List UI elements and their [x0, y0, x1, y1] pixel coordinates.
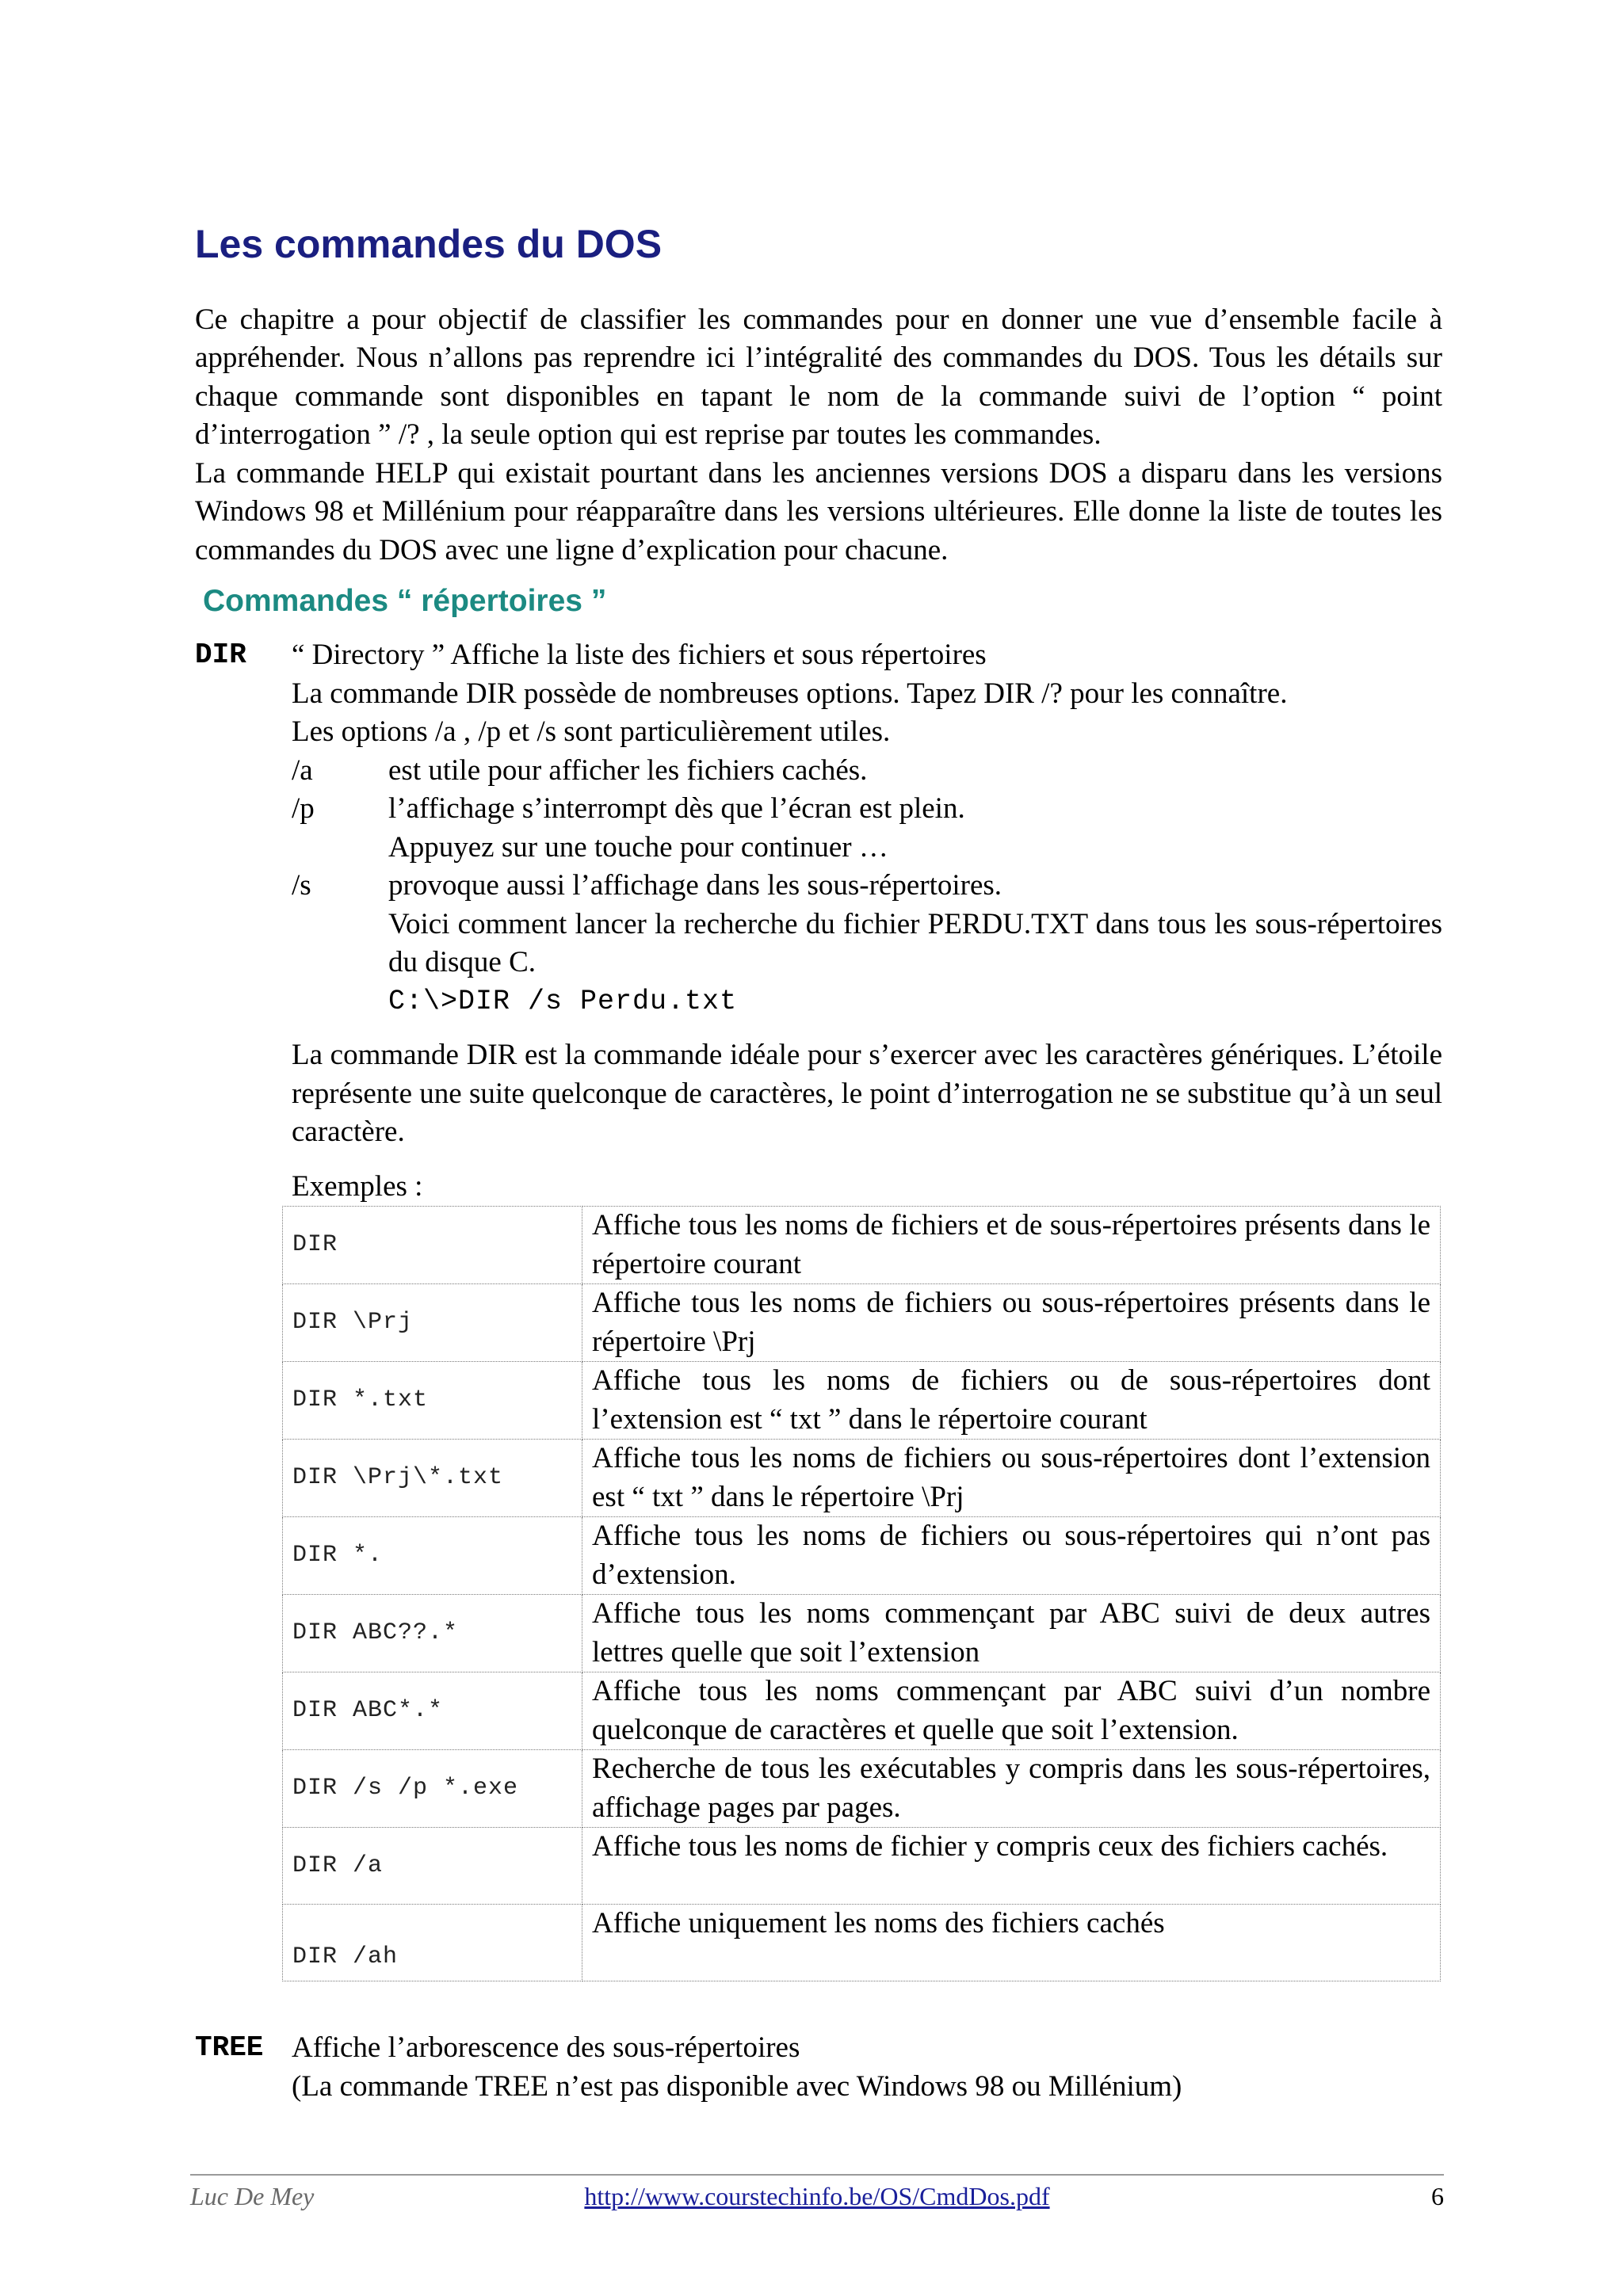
example-desc: Affiche tous les noms de fichier y compris ceux des fichiers cachés.: [582, 1828, 1441, 1905]
example-cmd: DIR /ah: [283, 1905, 582, 1981]
example-desc: Affiche tous les noms de fichiers ou sous-répertoires qui n’ont pas d’extension.: [582, 1517, 1441, 1595]
command-summary: “ Directory ” Affiche la liste des fichiers et sous répertoires: [292, 639, 987, 671]
table-row: [283, 1750, 1441, 1828]
command-text: Les options /a , /p et /s sont particulièrement utiles.: [292, 715, 891, 748]
option-desc: [388, 790, 1442, 867]
section-title: Commandes “ répertoires ”: [203, 584, 607, 618]
option-desc-line: Voici comment lancer la recherche du fichier PERDU.TXT dans tous les sous-répertoires du disque C.: [388, 907, 1442, 978]
example-cmd: DIR: [283, 1207, 582, 1284]
option-desc-line: est utile pour afficher les fichiers cachés.: [388, 753, 868, 787]
table-row: [283, 1672, 1441, 1750]
command-name: DIR: [195, 639, 246, 671]
footer-author: Luc De Mey: [190, 2182, 315, 2210]
examples-table: [282, 1206, 1441, 1981]
option-desc-line: l’affichage s’interrompt dès que l’écran est plein.: [388, 792, 965, 825]
table-row: [283, 1517, 1441, 1595]
intro-paragraph: Ce chapitre a pour objectif de classifier les commandes pour en donner une vue d’ensemble facile à appréhender. Nous n’allons pas reprendre ici l’intégralité des commandes du DOS. Tous les détails sur chaque commande sont disponibles en tapant le nom de la commande suivi de l’option “ point d’interrogation ” /? , la seule option qui est reprise par toutes les commandes.: [195, 303, 1442, 451]
page-footer: [190, 2174, 1444, 2211]
page-number: 6: [1430, 2182, 1444, 2210]
intro-paragraph: La commande HELP qui existait pourtant dans les anciennes versions DOS a disparu dans les versions Windows 98 et Millénium pour réapparaître dans les versions ultérieures. Elle donne la liste de toutes les commandes du DOS avec une ligne d’explication pour chacune.: [195, 456, 1442, 566]
example-cmd: DIR /a: [283, 1828, 582, 1905]
table-row: [283, 1362, 1441, 1440]
example-cmd: DIR /s /p *.exe: [283, 1750, 582, 1828]
command-body: [292, 636, 1442, 1981]
command-dir: [195, 636, 1442, 1981]
example-cmd: DIR \Prj: [283, 1284, 582, 1362]
option-key: /s: [292, 869, 311, 902]
command-summary: Affiche l’arborescence des sous-répertoires: [292, 2031, 800, 2064]
command-text: La commande DIR possède de nombreuses options. Tapez DIR /? pour les connaître.: [292, 677, 1288, 710]
option-desc-line: Appuyez sur une touche pour continuer …: [388, 830, 888, 864]
table-row: [283, 1207, 1441, 1284]
example-desc: Affiche tous les noms de fichiers ou sous-répertoires présents dans le répertoire \Prj: [582, 1284, 1441, 1362]
command-body: [292, 2029, 1442, 2106]
command-text: (La commande TREE n’est pas disponible avec Windows 98 ou Millénium): [292, 2069, 1182, 2103]
option-row: [292, 752, 1442, 791]
example-cmd: DIR *.txt: [283, 1362, 582, 1440]
example-command: C:\>DIR /s Perdu.txt: [388, 985, 738, 1017]
command-tree: [195, 2029, 1442, 2106]
example-cmd: DIR ABC*.*: [283, 1672, 582, 1750]
example-cmd: DIR *.: [283, 1517, 582, 1595]
footer-link[interactable]: http://www.courstechinfo.be/OS/CmdDos.pdf: [584, 2182, 1050, 2210]
wildcards-paragraph: La commande DIR est la commande idéale pour s’exercer avec les caractères génériques. L’étoile représente une suite quelconque de caractères, le point d’interrogation ne se substitue qu’à un seul caractère.: [292, 1039, 1442, 1148]
document-page: [195, 222, 1442, 2106]
option-desc: [388, 752, 1442, 791]
example-desc: Affiche tous les noms de fichiers ou sous-répertoires dont l’extension est “ txt ” dans le répertoire \Prj: [582, 1440, 1441, 1517]
option-desc: [388, 867, 1442, 1020]
example-desc: Affiche tous les noms de fichiers et de sous-répertoires présents dans le répertoire courant: [582, 1207, 1441, 1284]
examples-label: Exemples :: [292, 1169, 423, 1203]
command-name: TREE: [195, 2031, 264, 2064]
table-row: [283, 1905, 1441, 1981]
page-title: Les commandes du DOS: [195, 222, 663, 266]
example-desc: Affiche tous les noms commençant par ABC suivi d’un nombre quelconque de caractères et quelle que soit l’extension.: [582, 1672, 1441, 1750]
table-row: [283, 1440, 1441, 1517]
example-cmd: DIR ABC??.*: [283, 1595, 582, 1672]
table-row: [283, 1595, 1441, 1672]
option-desc-line: provoque aussi l’affichage dans les sous-répertoires.: [388, 869, 1002, 902]
table-row: [283, 1284, 1441, 1362]
example-cmd: DIR \Prj\*.txt: [283, 1440, 582, 1517]
option-key: /p: [292, 792, 315, 825]
option-row: [292, 790, 1442, 867]
example-desc: Affiche tous les noms commençant par ABC suivi de deux autres lettres quelle que soit l’extension: [582, 1595, 1441, 1672]
table-row: [283, 1828, 1441, 1905]
option-key: /a: [292, 753, 313, 787]
option-row: [292, 867, 1442, 1020]
example-desc: Affiche uniquement les noms des fichiers cachés: [582, 1905, 1441, 1981]
intro-section: [195, 301, 1442, 570]
example-desc: Affiche tous les noms de fichiers ou de sous-répertoires dont l’extension est “ txt ” dans le répertoire courant: [582, 1362, 1441, 1440]
example-desc: Recherche de tous les exécutables y compris dans les sous-répertoires, affichage pages par pages.: [582, 1750, 1441, 1828]
